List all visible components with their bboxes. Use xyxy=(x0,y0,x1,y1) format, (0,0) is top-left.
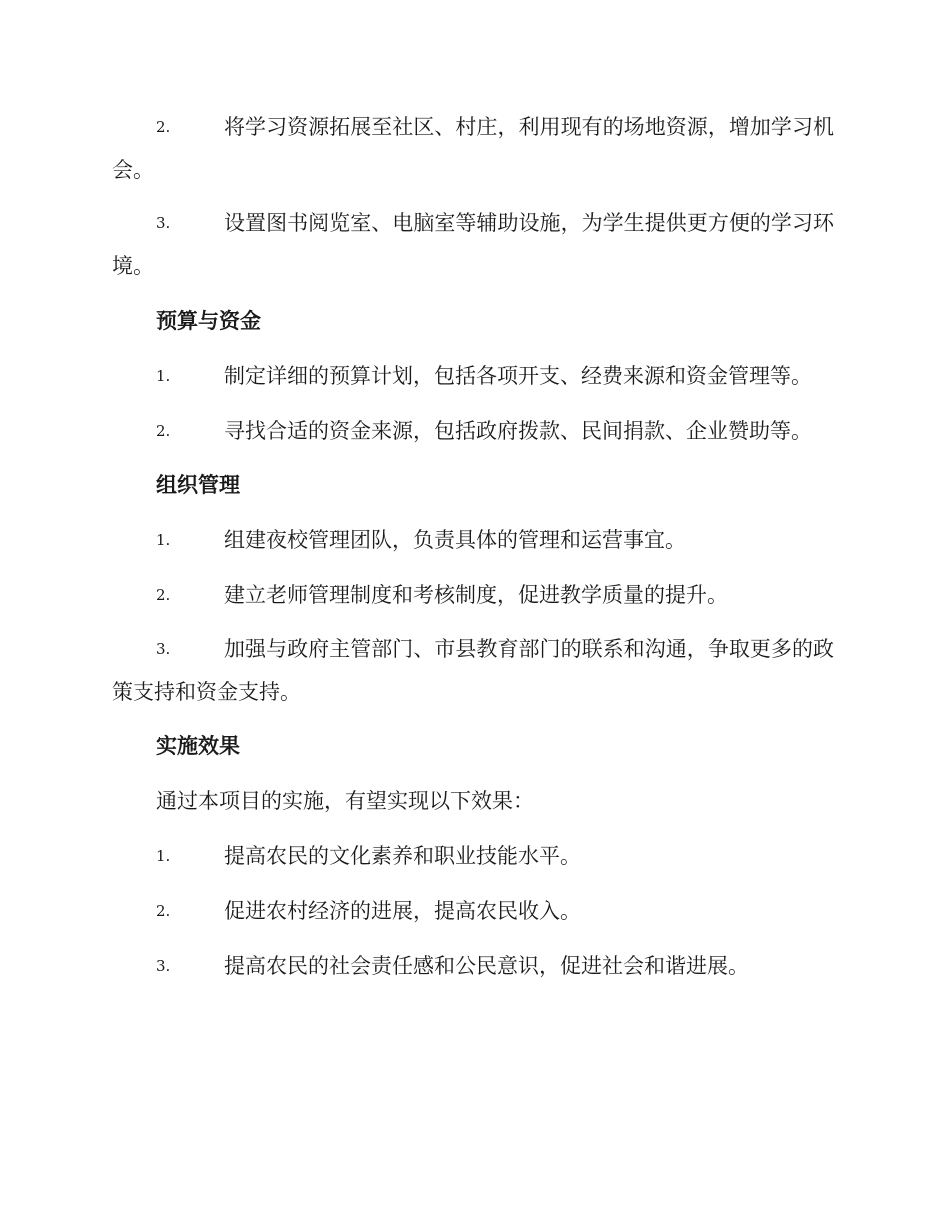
list-item-text: 制定详细的预算计划，包括各项开支、经费来源和资金管理等。 xyxy=(224,364,812,388)
list-item-text: 提高农民的文化素养和职业技能水平。 xyxy=(224,844,581,868)
list-item-number: 2. xyxy=(156,422,171,440)
section-heading-budget: 预算与资金 xyxy=(156,309,261,333)
list-item-text: 促进农村经济的进展，提高农民收入。 xyxy=(224,899,581,923)
list-item-number: 2. xyxy=(156,902,171,920)
list-item-number: 1. xyxy=(156,847,171,865)
list-item-number: 3. xyxy=(156,214,171,232)
list-item xyxy=(112,106,834,192)
list-item xyxy=(112,410,834,453)
list-item xyxy=(112,835,834,878)
intro-paragraph: 通过本项目的实施，有望实现以下效果： xyxy=(156,789,534,813)
list-item-number: 1. xyxy=(156,367,171,385)
list-item-number: 1. xyxy=(156,531,171,549)
list-item-text: 提高农民的社会责任感和公民意识，促进社会和谐进展。 xyxy=(224,954,749,978)
list-item-number: 2. xyxy=(156,586,171,604)
list-item-number: 3. xyxy=(156,957,171,975)
list-item-text: 设置图书阅览室、电脑室等辅助设施，为学生提供更方便的学习环境。 xyxy=(112,211,834,278)
list-item-text: 加强与政府主管部门、市县教育部门的联系和沟通，争取更多的政策支持和资金支持。 xyxy=(112,637,834,704)
list-item xyxy=(112,574,834,617)
list-item-number: 2. xyxy=(156,118,171,136)
list-item xyxy=(112,202,834,288)
list-item xyxy=(112,890,834,933)
list-item-text: 建立老师管理制度和考核制度，促进教学质量的提升。 xyxy=(224,583,728,607)
list-item-text: 寻找合适的资金来源，包括政府拨款、民间捐款、企业赞助等。 xyxy=(224,419,812,443)
list-item xyxy=(112,519,834,562)
list-item xyxy=(112,628,834,714)
section-heading-effect: 实施效果 xyxy=(156,734,240,758)
list-item-text: 将学习资源拓展至社区、村庄，利用现有的场地资源，增加学习机会。 xyxy=(112,115,834,182)
list-item-number: 3. xyxy=(156,640,171,658)
list-item-text: 组建夜校管理团队，负责具体的管理和运营事宜。 xyxy=(224,528,686,552)
list-item xyxy=(112,945,834,988)
section-heading-organization: 组织管理 xyxy=(156,473,240,497)
list-item xyxy=(112,355,834,398)
